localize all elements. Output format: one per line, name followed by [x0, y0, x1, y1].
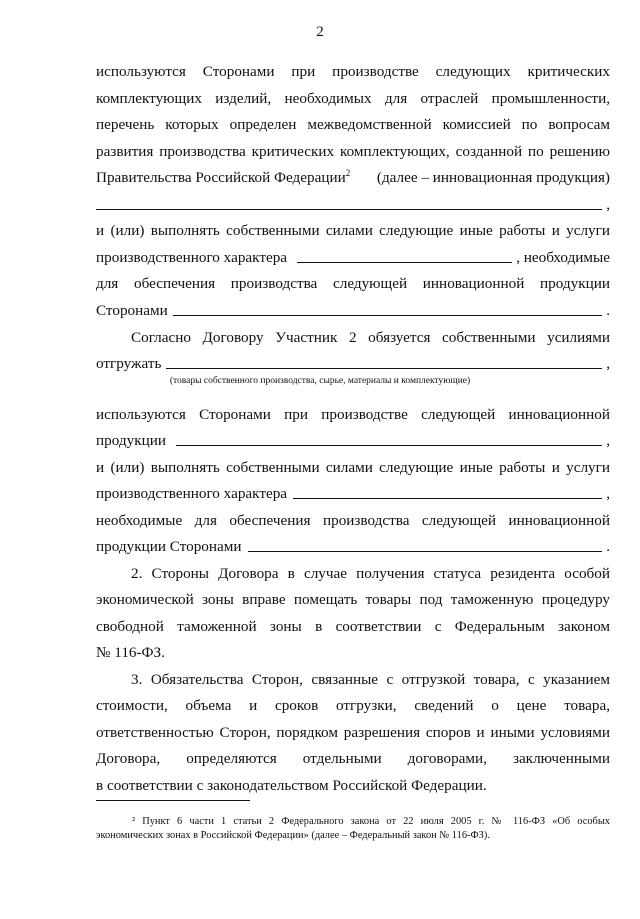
blank-field[interactable]: [176, 444, 602, 446]
blank-field[interactable]: [248, 550, 603, 552]
text-fragment: Сторонами: [96, 302, 168, 319]
text-line: перечень которых определен межведомственной комиссией по вопросам: [96, 116, 610, 133]
blank-field[interactable]: [297, 261, 512, 263]
text-fragment: Правительства Российской Федерации: [96, 169, 346, 186]
text-fragment: производственного характера: [96, 249, 288, 266]
text-line: [96, 249, 610, 267]
text-fragment: ,: [606, 196, 610, 213]
text-line: в соответствии с законодательством Российской Федерации.: [96, 777, 487, 794]
text-fragment: .: [606, 538, 610, 555]
text-line: используются Сторонами при производстве следующих критических: [96, 63, 610, 80]
text-line: экономической зоны вправе помещать товары под таможенную процедуру: [96, 591, 610, 608]
text-line: 3. Обязательства Сторон, связанные с отгрузкой товара, с указанием: [131, 671, 610, 688]
footnote-separator: [96, 800, 250, 801]
text-fragment: ,: [606, 355, 610, 372]
text-fragment: отгружать: [96, 355, 162, 372]
text-line: [96, 485, 610, 503]
text-fragment: (далее – инновационная продукция): [376, 169, 610, 186]
text-fragment: , необходимые: [516, 249, 610, 266]
text-line: и (или) выполнять собственными силами следующие иные работы и услуги: [96, 459, 610, 476]
text-line: необходимые для обеспечения производства следующей инновационной: [96, 512, 610, 529]
text-line: [96, 538, 610, 556]
text-fragment: .: [606, 302, 610, 319]
text-line: Договора, определяются отдельными договорами, заключенными: [96, 750, 610, 767]
text-line: развития производства критических комплектующих, созданной по решению: [96, 143, 610, 160]
text-line: и (или) выполнять собственными силами следующие иные работы и услуги: [96, 222, 610, 239]
text-line: № 116-ФЗ.: [96, 644, 165, 661]
text-line: используются Сторонами при производстве следующей инновационной: [96, 406, 610, 423]
text-line: [96, 169, 610, 187]
blank-field[interactable]: [166, 367, 602, 369]
text-fragment: [96, 169, 350, 187]
blank-field[interactable]: [173, 314, 602, 316]
text-line: [96, 432, 610, 450]
text-line: комплектующих изделий, необходимых для отраслей промышленности,: [96, 90, 610, 107]
blank-field[interactable]: [293, 497, 602, 499]
text-line: стоимости, объема и сроков отгрузки, сведений о цене товара,: [96, 697, 610, 714]
blank-line: [96, 196, 610, 214]
text-line: ответственностью Сторон, порядком разрешения споров и иными условиями: [96, 724, 610, 741]
footnote-line: экономических зонах в Российской Федерации» (далее – Федеральный закон № 116-ФЗ).: [96, 830, 490, 841]
text-fragment: продукции Сторонами: [96, 538, 242, 555]
text-line: для обеспечения производства следующей инновационной продукции: [96, 275, 610, 292]
text-line: Согласно Договору Участник 2 обязуется собственными усилиями: [131, 329, 610, 346]
text-fragment: ,: [606, 432, 610, 449]
page-number: 2: [316, 24, 324, 40]
field-caption: (товары собственного производства, сырье, материалы и комплектующие): [169, 376, 471, 386]
text-fragment: ,: [606, 485, 610, 502]
text-line: свободной таможенной зоны в соответствии с Федеральным законом: [96, 618, 610, 635]
text-line: 2. Стороны Договора в случае получения статуса резидента особой: [131, 565, 610, 582]
text-line: [96, 302, 610, 320]
footnote-line: ² Пункт 6 части 1 статьи 2 Федерального закона от 22 июля 2005 г. № 116-ФЗ «Об особых: [132, 816, 610, 827]
text-fragment: продукции: [96, 432, 166, 449]
text-fragment: производственного характера: [96, 485, 288, 502]
blank-field[interactable]: [96, 208, 602, 210]
text-line: [96, 355, 610, 373]
footnote-ref: 2: [345, 167, 351, 178]
